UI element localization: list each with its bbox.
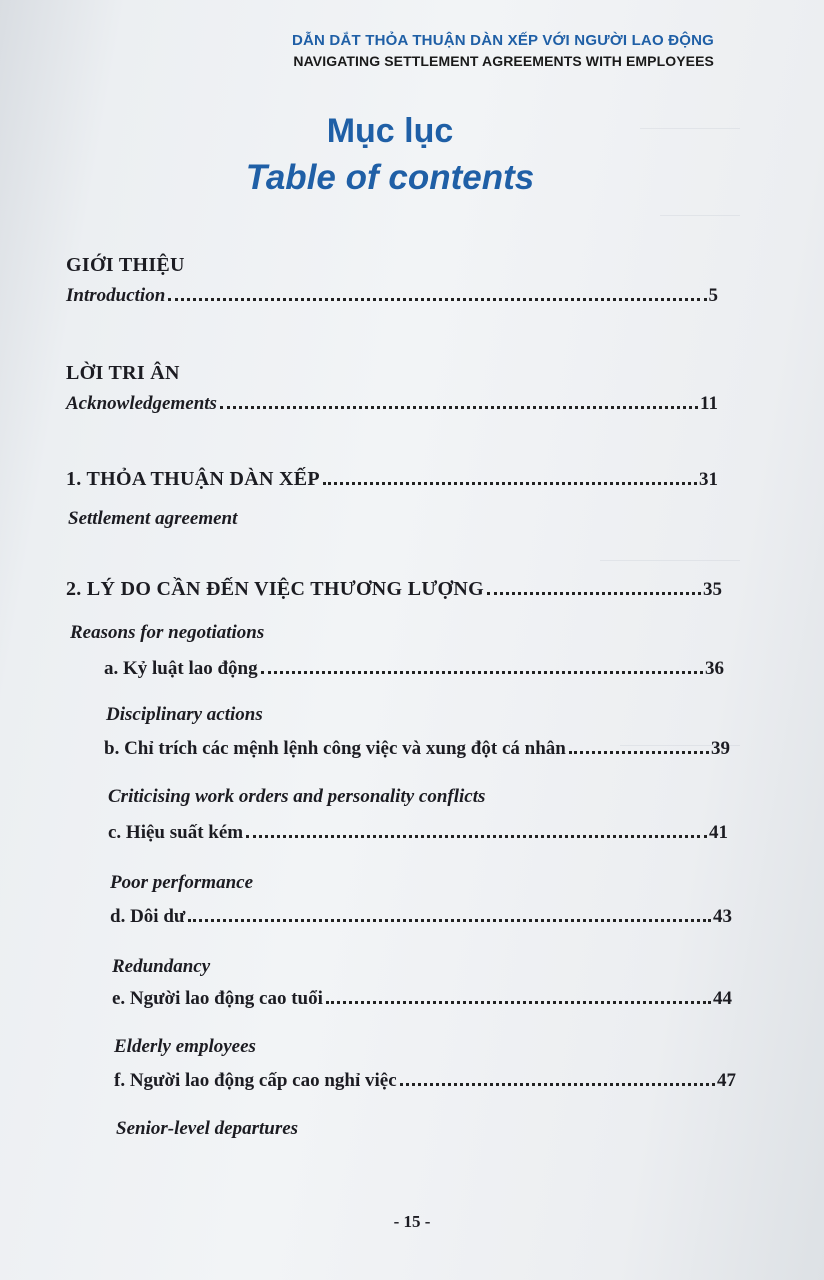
toc-page-number: 39 [711, 738, 730, 759]
toc-heading-en: Reasons for negotiations [70, 622, 265, 643]
toc-subentry-label: a. Kỷ luật lao động [104, 658, 258, 679]
toc-title-en: Table of contents [245, 158, 535, 197]
toc-subentry-label: d. Dôi dư [110, 906, 186, 927]
toc-subentry-en: Redundancy [112, 956, 211, 977]
toc-page-number: 31 [699, 469, 718, 490]
toc-page-number: 35 [703, 579, 722, 600]
toc-subentry-en: Criticising work orders and personality conflicts [108, 786, 486, 807]
page-number: - 15 - [393, 1212, 431, 1231]
toc-page-number: 47 [717, 1070, 736, 1091]
toc-page-number: 36 [705, 658, 724, 679]
header-title-vi: DẪN DẮT THỎA THUẬN DÀN XẾP VỚI NGƯỜI LAO ĐỘNG [291, 32, 714, 49]
toc-subentry-label: e. Người lao động cao tuổi [112, 988, 323, 1009]
toc-page-number: 44 [713, 988, 732, 1009]
toc-subentry-label: c. Hiệu suất kém [108, 822, 244, 843]
dot-leader [569, 751, 709, 754]
toc-subentry[interactable] [110, 906, 732, 928]
toc-subentry[interactable] [104, 658, 724, 680]
toc-entry[interactable] [66, 393, 718, 415]
toc-page-number: 41 [709, 822, 728, 843]
toc-title-vi: Mục lục [326, 112, 454, 150]
toc-entry-label: Acknowledgements [66, 393, 217, 414]
toc-subentry[interactable] [108, 822, 728, 844]
toc-subentry-label: b. Chỉ trích các mệnh lệnh công việc và xung đột cá nhân [104, 738, 566, 759]
dot-leader [246, 835, 707, 838]
toc-subentry[interactable] [104, 738, 730, 760]
running-header [292, 32, 714, 69]
dot-leader [400, 1083, 715, 1086]
bleed-through-mark [660, 215, 740, 216]
toc-page-number: 43 [713, 906, 732, 927]
dot-leader [168, 298, 706, 301]
toc-subentry-en: Elderly employees [114, 1036, 256, 1057]
toc-entry[interactable] [66, 468, 718, 491]
toc-entry-label: 2. LÝ DO CẦN ĐẾN VIỆC THƯƠNG LƯỢNG [66, 578, 485, 600]
toc-entry[interactable] [66, 578, 722, 601]
bleed-through-mark [600, 560, 740, 561]
toc-page-number: 5 [708, 285, 718, 306]
toc-subentry-en: Poor performance [110, 872, 254, 893]
dot-leader [326, 1001, 711, 1004]
toc-page-number: 11 [700, 393, 718, 414]
toc-subentry-en: Disciplinary actions [106, 704, 263, 725]
dot-leader [220, 406, 698, 409]
toc-subentry-en: Senior-level departures [116, 1118, 299, 1139]
toc-subentry-label: f. Người lao động cấp cao nghỉ việc [114, 1070, 397, 1091]
dot-leader [323, 482, 697, 485]
dot-leader [261, 671, 703, 674]
toc-heading-vi: GIỚI THIỆU [66, 254, 185, 276]
toc-heading-vi: LỜI TRI ÂN [66, 362, 180, 384]
toc-entry-label: Introduction [66, 285, 166, 306]
toc-entry[interactable] [66, 285, 718, 307]
toc-subentry[interactable] [114, 1070, 736, 1092]
header-title-en: NAVIGATING SETTLEMENT AGREEMENTS WITH EMPLOYEES [293, 53, 714, 69]
toc-subentry[interactable] [112, 988, 732, 1010]
dot-leader [188, 919, 711, 922]
dot-leader [487, 592, 701, 595]
toc-entry-label: 1. THỎA THUẬN DÀN XẾP [66, 468, 320, 490]
toc-heading-en: Settlement agreement [68, 508, 238, 529]
